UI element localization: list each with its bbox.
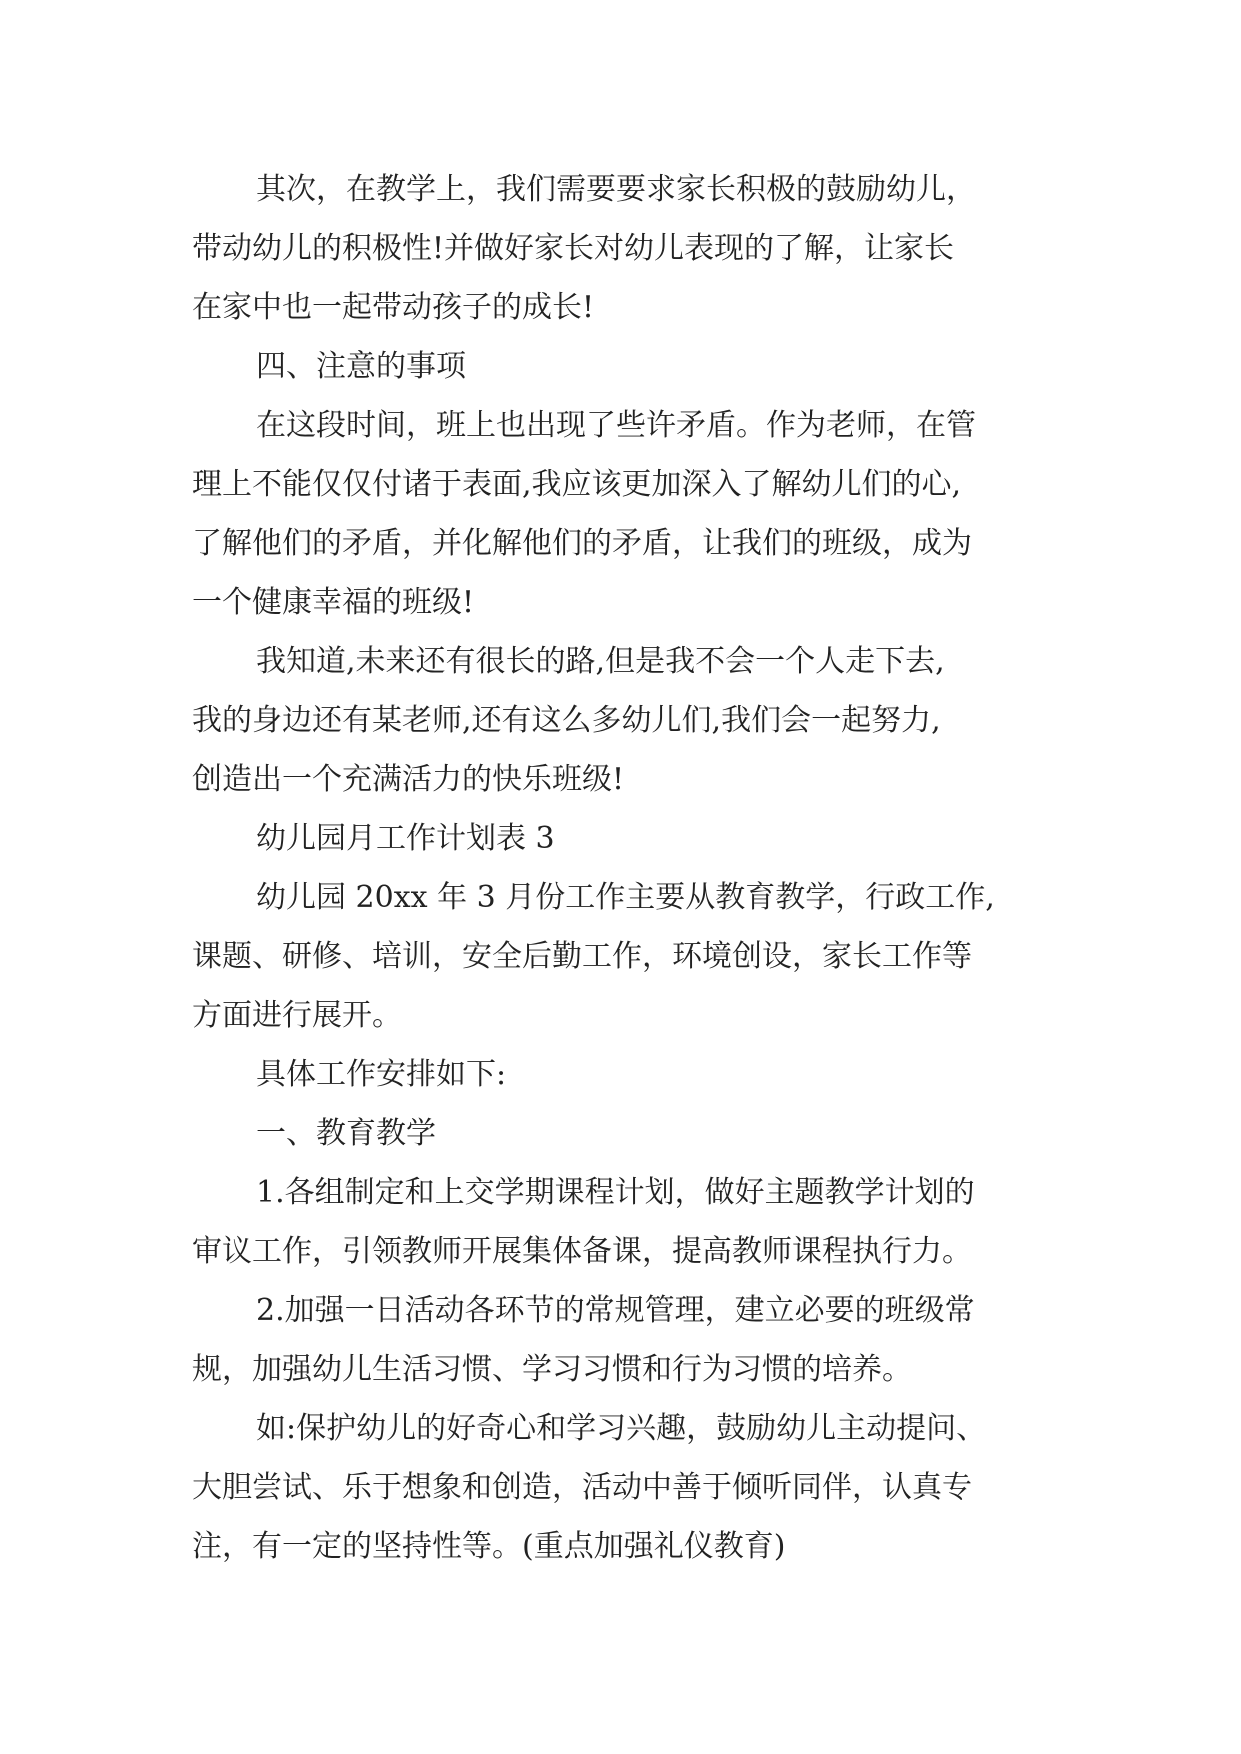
text-line: 课题、研修、培训，安全后勤工作，环境创设，家长工作等: [192, 939, 972, 974]
section-heading: 四、注意的事项: [256, 349, 466, 384]
list-item: 2.加强一日活动各环节的常规管理，建立必要的班级常: [256, 1293, 975, 1328]
text-line: 带动幼儿的积极性!并做好家长对幼儿表现的了解，让家长: [192, 231, 955, 266]
text-line: 规，加强幼儿生活习惯、学习习惯和行为习惯的培养。: [192, 1352, 912, 1387]
text-line: 审议工作，引领教师开展集体备课，提高教师课程执行力。: [192, 1234, 972, 1269]
text-line: 我知道,未来还有很长的路,但是我不会一个人走下去,: [256, 644, 945, 679]
text-line: 其次，在教学上，我们需要要求家长积极的鼓励幼儿，: [256, 172, 976, 207]
list-item: 1.各组制定和上交学期课程计划，做好主题教学计划的: [256, 1175, 975, 1210]
text-line: 在这段时间，班上也出现了些许矛盾。作为老师，在管: [256, 408, 976, 443]
text-line: 大胆尝试、乐于想象和创造，活动中善于倾听同伴，认真专: [192, 1470, 972, 1505]
text-line: 我的身边还有某老师,还有这么多幼儿们,我们会一起努力,: [192, 703, 941, 738]
text-line: 创造出一个充满活力的快乐班级!: [192, 762, 625, 797]
text-line: 幼儿园 20xx 年 3 月份工作主要从教育教学，行政工作,: [256, 880, 995, 915]
text-line: 如:保护幼儿的好奇心和学习兴趣，鼓励幼儿主动提问、: [256, 1411, 987, 1446]
document-body: [192, 160, 1062, 1576]
text-line: 理上不能仅仅付诸于表面,我应该更加深入了解幼儿们的心,: [192, 467, 962, 502]
document-subtitle: 幼儿园月工作计划表 3: [256, 821, 555, 856]
section-heading: 一、教育教学: [256, 1116, 436, 1151]
text-line: 一个健康幸福的班级!: [192, 585, 475, 620]
text-line: 方面进行展开。: [192, 998, 402, 1033]
text-line: 注，有一定的坚持性等。(重点加强礼仪教育): [192, 1529, 786, 1564]
text-line: 在家中也一起带动孩子的成长!: [192, 290, 595, 325]
text-line: 了解他们的矛盾，并化解他们的矛盾，让我们的班级，成为: [192, 526, 972, 561]
text-line: 具体工作安排如下:: [256, 1057, 507, 1092]
